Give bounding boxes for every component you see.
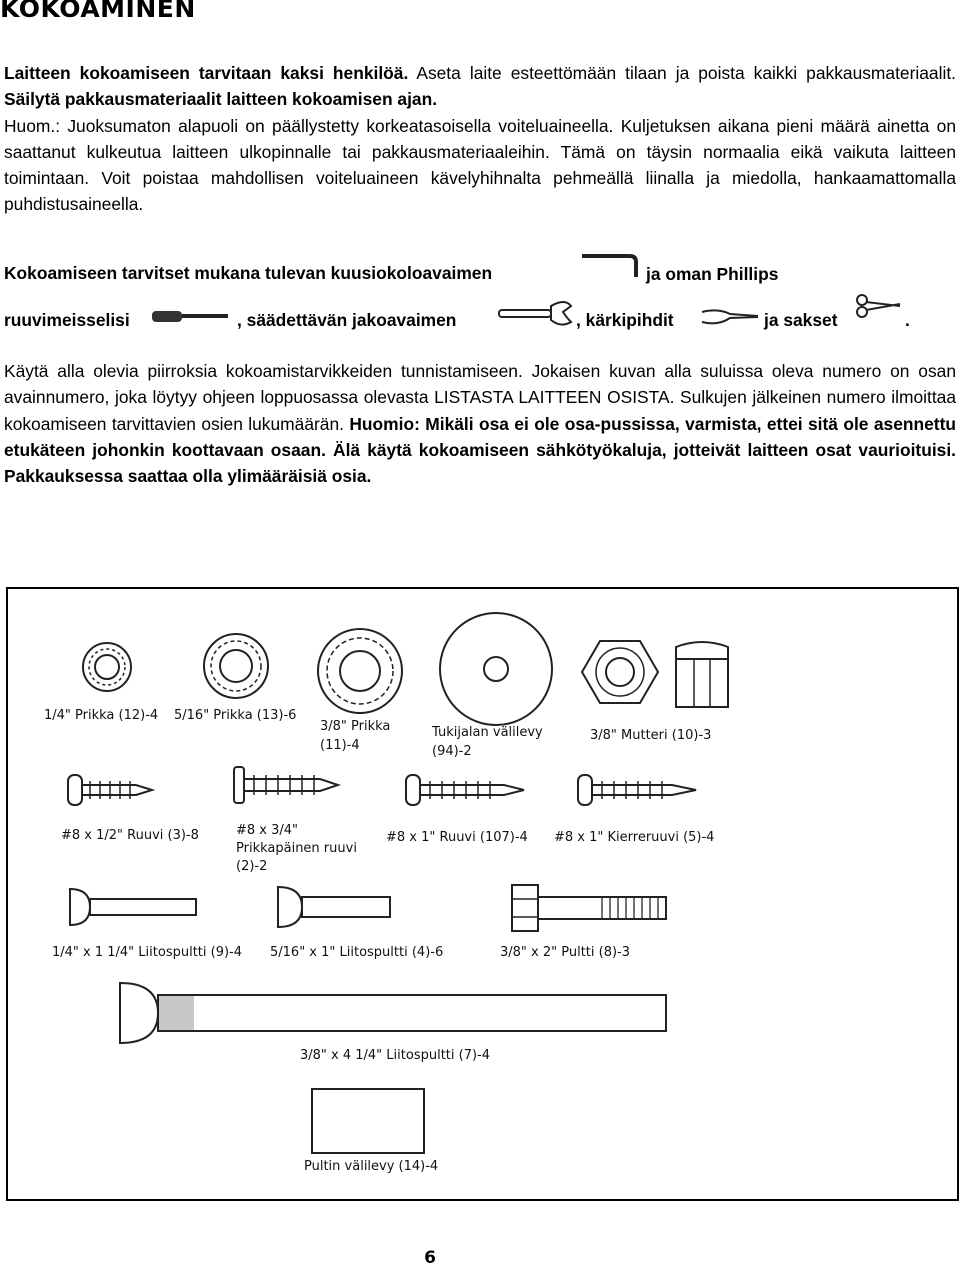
washer-small-icon [72,637,142,697]
bolt-long-icon [118,981,670,1045]
label-washer-516: 5/16" Prikka (13)-6 [174,708,297,723]
parts-diagram [6,587,959,1201]
nut-front-icon [580,637,660,707]
washer-large-icon [311,625,409,717]
tools-text-1: Kokoamiseen tarvitset mukana tulevan kuusiokoloavaimen [4,263,493,283]
label-spacer-b: (94)-2 [432,744,472,759]
screw-self-tapping-icon [576,771,700,811]
label-bolt-long: 3/8" x 4 1/4" Liitospultti (7)-4 [300,1048,491,1063]
intro-text-2: Huom.: Juoksumaton alapuoli on päällystetty korkeatasoisella voiteluaineella. Kuljetuksen aikana pieni määrä ainetta on saattanut kulkeutua laitteen ulkopinnalle tai pakkausmateriaaleihin. Tämä on täysin normaalia eikä vaikuta laitteen toimintaan. Voit poistaa mahdollisen voiteluaineen kävelyhihnalta pehmeällä liinalla ja miedolla, hankaamattomalla puhdistusaineella. [4,115,956,215]
label-spacer-a: Tukijalan välilevy [432,725,543,740]
tools-text-7: . [905,310,910,330]
tools-text-6: ja sakset [764,310,838,330]
bolt-38-2-icon [510,883,670,933]
screwdriver-icon [150,304,232,328]
label-screw-flat-c: (2)-2 [236,859,268,874]
label-screw-self: #8 x 1" Kierreruuvi (5)-4 [554,830,715,845]
intro-paragraph [4,60,956,218]
spacer-disc-icon [434,609,558,729]
tools-text-3: ruuvimeisselisi [4,310,130,330]
instructions-paragraph [4,358,956,489]
bolt-14-icon [68,887,200,927]
label-bolt-14: 1/4" x 1 1/4" Liitospultti (9)-4 [52,945,243,960]
intro-bold-1: Laitteen kokoamiseen tarvitaan kaksi henkilöä. [4,63,409,83]
tools-text-5: , kärkipihdit [576,310,674,330]
hex-key-icon [580,253,640,283]
label-bolt-spacer: Pultin välilevy (14)-4 [304,1159,439,1174]
label-washer-14: 1/4" Prikka (12)-4 [44,708,159,723]
screw-medium-icon [404,771,528,811]
nut-side-icon [672,637,732,711]
label-screw-flat-a: #8 x 3/4" [236,823,299,838]
screw-short-icon [66,771,156,811]
instructions-text: Käytä alla olevia piirroksia kokoamistarvikkeiden tunnistamiseen. Jokaisen kuvan alla suluissa oleva numero on osan avainnumero, joka löytyy ohjeen loppuosassa olevasta LISTASTA LAITTEEN OSISTA. Sulkujen jälkeinen numero ilmoittaa kokoamiseen tarvittavien osien lukumäärän. [4,361,956,434]
intro-text-1: Aseta laite esteettömään tilaan ja poista kaikki pakkausmateriaalit. [408,63,956,83]
page-number: 6 [424,1248,436,1268]
bolt-spacer-icon [310,1087,426,1157]
tools-text-4: , säädettävän jakoavaimen [237,310,457,330]
tools-text-2: ja oman Phillips [646,264,779,284]
label-screw-8-half: #8 x 1/2" Ruuvi (3)-8 [61,828,199,843]
screw-flat-head-icon [232,763,342,807]
label-bolt-38-2: 3/8" x 2" Pultti (8)-3 [500,945,631,960]
instructions-bold: Huomio: Mikäli osa ei ole osa-pussissa, varmista, ettei sitä ole asennettu etukäteen johonkin koottavaan osaan. Älä käytä kokoamiseen sähkötyökaluja, jotteivät laitteen osat vaurioituisi. Pakkauksessa saattaa olla ylimääräisiä osia. [4,413,956,487]
label-screw-8-1: #8 x 1" Ruuvi (107)-4 [386,830,528,845]
intro-bold-2: Säilytä pakkausmateriaalit laitteen kokoamisen ajan. [4,89,438,110]
label-nut: 3/8" Mutteri (10)-3 [590,728,712,743]
label-screw-flat-b: Prikkapäinen ruuvi [236,841,357,856]
label-washer-38-a: 3/8" Prikka [320,719,391,734]
adjustable-wrench-icon [495,296,575,330]
scissors-icon [854,292,904,320]
bolt-516-icon [276,885,396,929]
label-washer-38-b: (11)-4 [320,738,360,753]
page-title: KOKOAMINEN [0,0,196,23]
pliers-icon [700,302,760,332]
washer-medium-icon [194,629,278,703]
label-bolt-516: 5/16" x 1" Liitospultti (4)-6 [270,945,444,960]
